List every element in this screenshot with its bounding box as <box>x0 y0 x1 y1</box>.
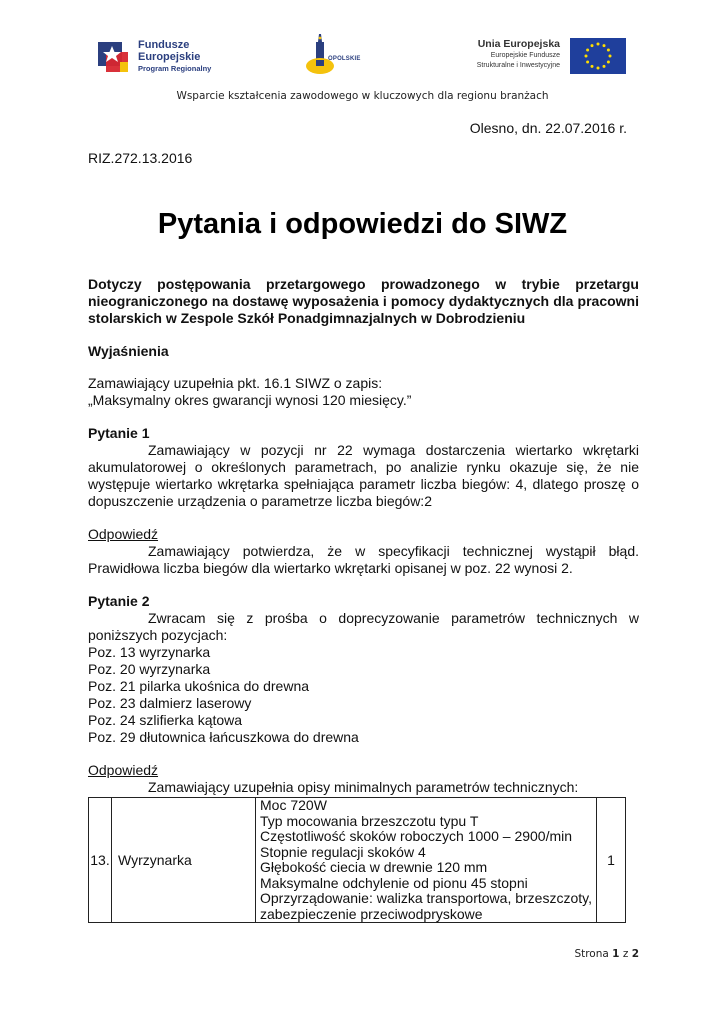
opolskie-tower-icon <box>302 32 366 76</box>
list-item: Poz. 20 wyrzynarka <box>88 661 211 677</box>
opolskie-text: OPOLSKIE <box>328 56 361 62</box>
reference-number: RIZ.272.13.2016 <box>88 150 193 166</box>
list-item: Poz. 23 dalmierz laserowy <box>88 695 252 711</box>
fe-line2: Europejskie <box>138 51 201 63</box>
page-footer <box>574 948 639 960</box>
answer2-text: Zamawiający uzupełnia opisy minimalnych parametrów technicznych: <box>148 779 579 795</box>
fe-star-icon <box>94 36 134 76</box>
spec-line: Moc 720W <box>260 797 327 813</box>
spec-line: Stopnie regulacji skoków 4 <box>260 843 426 860</box>
eu-line1: Unia Europejska <box>477 38 560 50</box>
eu-line3: Strukturalne i Inwestycyjne <box>476 62 560 69</box>
cell-quantity: 1 <box>597 798 626 923</box>
footer-page: 1 <box>612 948 620 960</box>
document-body <box>88 276 639 923</box>
subject-paragraph: Dotyczy postępowania przetargowego prowadzonego w trybie przetargu nieograniczonego na dostawę wyposażenia i pomocy dydaktycznych dla pracowni stolarskich w Zespole Szkół Ponadgimnazjalnych w Dobrodzieniu <box>88 276 639 326</box>
table-row <box>89 798 626 923</box>
page-title: Pytania i odpowiedzi do SIWZ <box>157 208 568 240</box>
list-item: Poz. 13 wyrzynarka <box>88 644 211 660</box>
cell-item-name: Wyrzynarka <box>112 798 256 923</box>
list-item: Poz. 21 pilarka ukośnica do drewna <box>88 678 310 694</box>
question2-text: Zwracam się z prośba o doprecyzowanie parametrów technicznych w poniższych pozycjach: <box>88 610 639 643</box>
question1-heading: Pytanie 1 <box>88 425 150 441</box>
eu-logo <box>464 38 626 74</box>
footer-label: Strona <box>574 948 609 960</box>
explanations-line2: „Maksymalny okres gwarancji wynosi 120 miesięcy.” <box>88 392 412 408</box>
project-subtitle: Wsparcie kształcenia zawodowego w kluczowych dla regionu branżach <box>176 90 549 102</box>
opolskie-logo <box>302 32 366 76</box>
eu-line2: Europejskie Fundusze <box>490 52 560 59</box>
spec-line: Oprzyrządowanie: walizka transportowa, brzeszczoty, zabezpieczenie przeciwodpryskowe <box>260 890 592 922</box>
explanations-line1: Zamawiający uzupełnia pkt. 16.1 SIWZ o zapis: <box>88 375 383 391</box>
fe-line1: Fundusze <box>138 39 190 51</box>
explanations-heading: Wyjaśnienia <box>88 343 169 359</box>
document-date: Olesno, dn. 22.07.2016 r. <box>469 120 627 136</box>
list-item: Poz. 29 dłutownica łańcuszkowa do drewna <box>88 729 359 745</box>
footer-sep: z <box>622 948 629 960</box>
answer1-heading: Odpowiedź <box>88 526 159 542</box>
fundusze-europejskie-logo <box>94 36 234 76</box>
spec-line: Głębokość ciecia w drewnie 120 mm <box>260 859 488 875</box>
spec-line: Częstotliwość skoków roboczych 1000 – 2900/min <box>260 828 573 844</box>
footer-total: 2 <box>631 948 639 960</box>
eu-logo-text <box>464 38 560 71</box>
eu-flag-icon <box>570 38 626 74</box>
spec-line: Typ mocowania brzeszczotu typu T <box>260 812 479 829</box>
spec-line: Maksymalne odchylenie od pionu 45 stopni <box>260 874 528 891</box>
header-logos <box>94 32 626 78</box>
cell-position-number: 13. <box>89 798 112 923</box>
answer1-text: Zamawiający potwierdza, że w specyfikacji technicznej wystąpił błąd. Prawidłowa liczba biegów dla wiertarko wkrętarki opisanej w poz. 22 wynosi 2. <box>88 543 639 576</box>
question1-text: Zamawiający w pozycji nr 22 wymaga dostarczenia wiertarko wkrętarki akumulatorowej o określonych parametrach, po analizie rynku okazuje się, że nie występuje wiertarko wkrętarka spełniająca parametr liczba biegów: 4, dlatego proszę o dopuszczenie urządzenia o parametrze liczba biegów:2 <box>88 442 639 509</box>
answer2-heading: Odpowiedź <box>88 762 159 778</box>
cell-specification <box>256 798 597 923</box>
spec-table <box>88 797 626 923</box>
fe-line3: Program Regionalny <box>138 64 212 73</box>
list-item: Poz. 24 szlifierka kątowa <box>88 712 243 728</box>
question2-heading: Pytanie 2 <box>88 593 150 609</box>
fe-logo-text <box>138 39 211 74</box>
